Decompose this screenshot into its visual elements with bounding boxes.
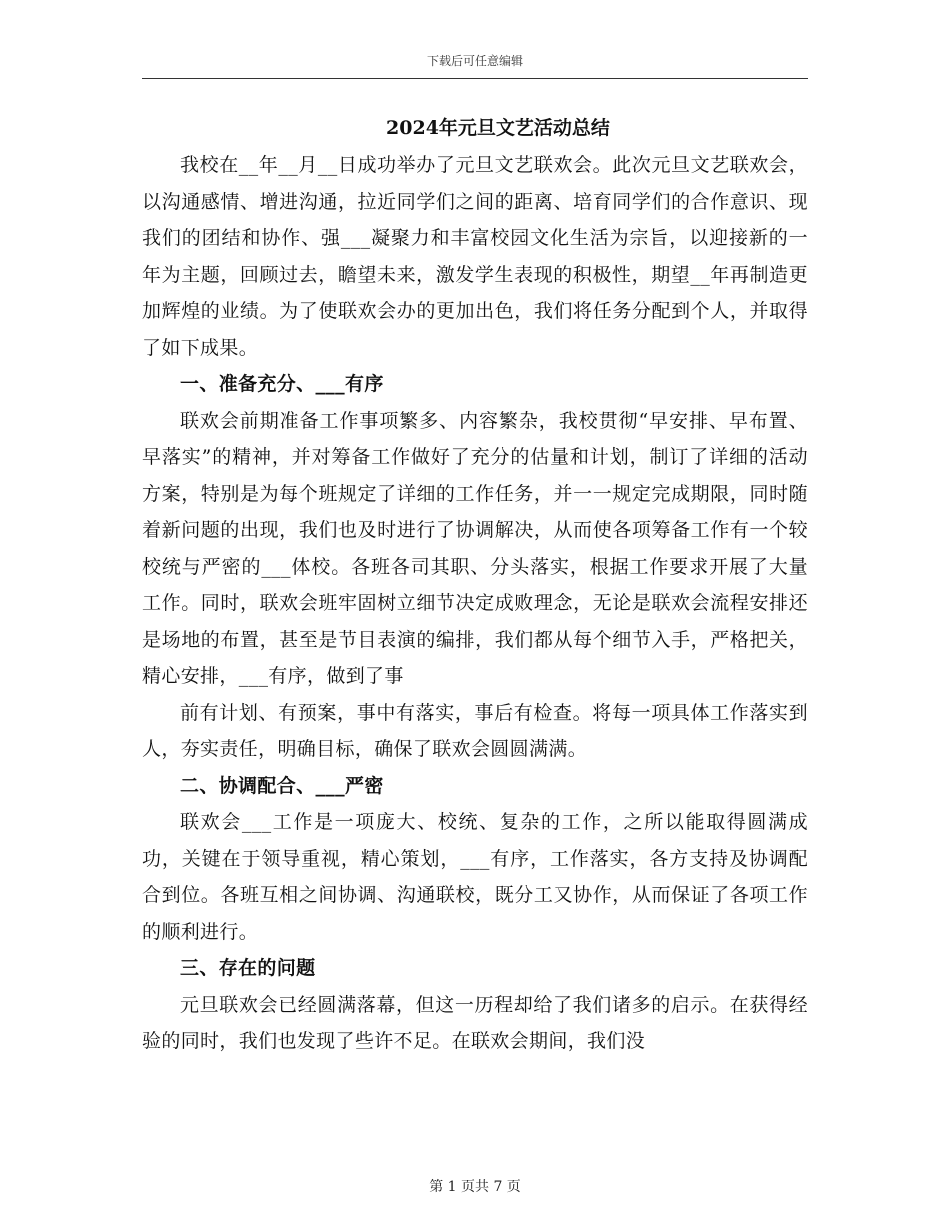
document-title: 2024年元旦文艺活动总结 xyxy=(386,117,610,139)
page-header: 下载后可任意编辑 xyxy=(426,54,523,68)
section-heading-2: 二、协调配合、___严密 xyxy=(180,774,384,797)
document-body xyxy=(142,115,808,1060)
paragraph-intro: 我校在__年__月__日成功举办了元旦文艺联欢会。此次元旦文艺联欢会，以沟通感情、增进沟通，拉近同学们之间的距离、培育同学们的合作意识、现我们的团结和协作、强___凝聚力和丰富校园文化生活为宗旨，以迎接新的一年为主题，回顾过去，瞻望未来，激发学生表现的积极性，期望__年再制造更加辉煌的业绩。为了使联欢会办的更加出色，我们将任务分配到个人，并取得了如下成果。 xyxy=(142,154,808,359)
page-footer: 第 1 页共 7 页 xyxy=(429,1179,521,1195)
paragraph-preparation-continued: 前有计划、有预案，事中有落实，事后有检查。将每一项具体工作落实到人，夯实责任，明确目标，确保了联欢会圆圆满满。 xyxy=(142,701,808,760)
paragraph-preparation: 联欢会前期准备工作事项繁多、内容繁杂，我校贯彻“早安排、早布置、早落实”的精神，并对筹备工作做好了充分的估量和计划，制订了详细的活动方案，特别是为每个班规定了详细的工作任务，并一一规定完成期限，同时随着新问题的出现，我们也及时进行了协调解决，从而使各项筹备工作有一个较校统与严密的___体校。各班各司其职、分头落实，根据工作要求开展了大量工作。同时，联欢会班牢固树立细节决定成败理念，无论是联欢会流程安排还是场地的布置，甚至是节目表演的编排，我们都从每个细节入手，严格把关，精心安排，___有序，做到了事 xyxy=(142,409,808,687)
section-heading-1: 一、准备充分、___有序 xyxy=(180,373,384,395)
header-divider xyxy=(142,78,808,79)
paragraph-coordination: 联欢会___工作是一项庞大、校统、复杂的工作，之所以能取得圆满成功，关键在于领导重视，精心策划，___有序，工作落实，各方支持及协调配合到位。各班互相之间协调、沟通联校，既分工又协作，从而保证了各项工作的顺利进行。 xyxy=(142,811,808,943)
section-heading-3: 三、存在的问题 xyxy=(180,957,316,979)
paragraph-problems: 元旦联欢会已经圆满落幕，但这一历程却给了我们诸多的启示。在获得经验的同时，我们也发现了些许不足。在联欢会期间，我们没 xyxy=(142,993,808,1052)
